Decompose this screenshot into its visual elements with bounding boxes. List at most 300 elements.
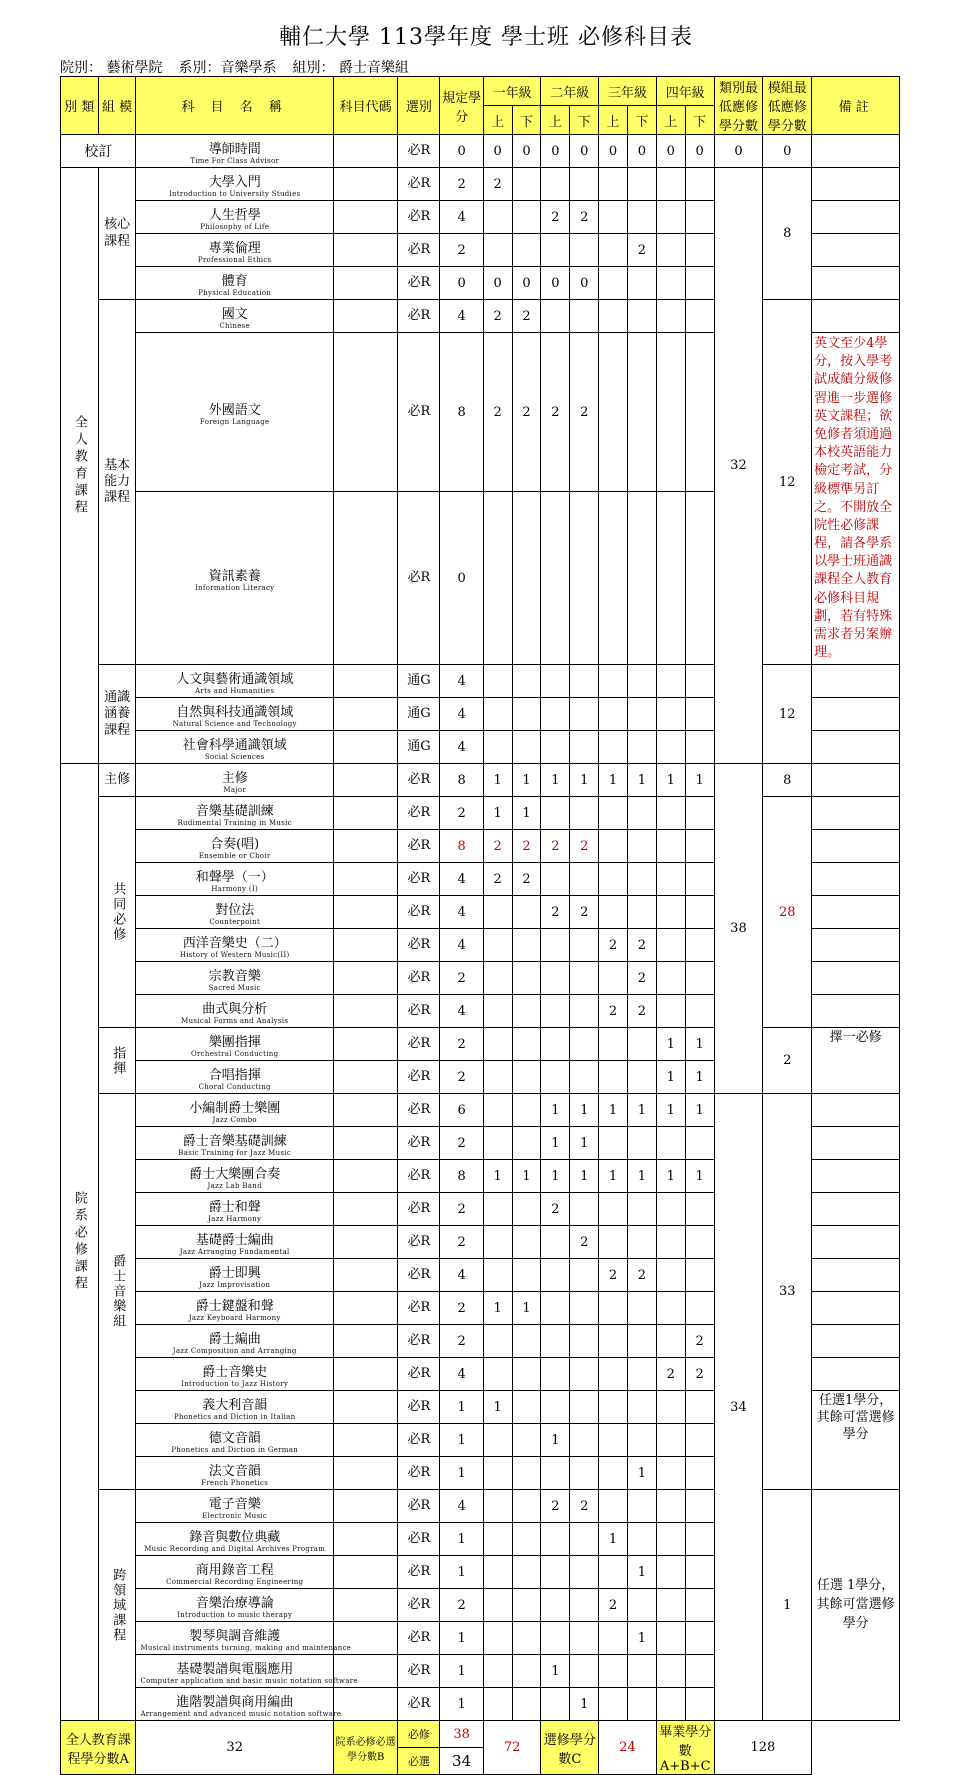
semester-credit [570, 995, 599, 1028]
remarks-cell [812, 731, 900, 764]
semester-credit [541, 1457, 570, 1490]
course-type: 必R [398, 896, 440, 929]
semester-credit [627, 300, 656, 333]
semester-credit [599, 333, 628, 492]
course-name-cell [136, 1160, 334, 1193]
semester-credit: 0 [512, 135, 541, 168]
course-credits: 4 [440, 698, 483, 731]
semester-credit [541, 698, 570, 731]
semester-credit: 1 [599, 1523, 628, 1556]
semester-credit [627, 1292, 656, 1325]
semester-credit [656, 267, 685, 300]
semester-credit: 2 [685, 1358, 714, 1391]
semester-credit: 1 [512, 797, 541, 830]
semester-credit: 0 [599, 135, 628, 168]
course-name-en: Basic Training for Jazz Music [178, 1148, 292, 1157]
course-name-cell [136, 731, 334, 764]
semester-credit [483, 1226, 512, 1259]
course-name-en: Musical Forms and Analysis [181, 1016, 289, 1025]
semester-credit [627, 1226, 656, 1259]
remarks-cell [812, 830, 900, 863]
module-label: 基本能力課程 [98, 300, 136, 665]
semester-credit [685, 1622, 714, 1655]
course-name-en: Jazz Arranging Fundamental [179, 1247, 290, 1256]
semester-credit [627, 201, 656, 234]
semester-credit: 1 [627, 1457, 656, 1490]
footer-required-value: 38 [440, 1721, 483, 1748]
semester-credit [541, 1391, 570, 1424]
course-name: 導師時間 [208, 141, 261, 157]
course-name: 國文 [221, 306, 248, 322]
course-name: 電子音樂 [208, 1496, 261, 1512]
course-code [333, 300, 397, 333]
course-name: 曲式與分析 [202, 1001, 268, 1017]
semester-credit [599, 1127, 628, 1160]
semester-credit [685, 1556, 714, 1589]
course-credits: 1 [440, 1391, 483, 1424]
semester-credit: 2 [483, 333, 512, 492]
course-type: 必R [398, 1094, 440, 1127]
semester-credit [685, 267, 714, 300]
semester-credit: 2 [570, 333, 599, 492]
course-type: 必R [398, 962, 440, 995]
semester-credit [685, 1490, 714, 1523]
course-credits: 2 [440, 1226, 483, 1259]
course-name-cell [136, 135, 334, 168]
semester-credit [570, 234, 599, 267]
semester-credit [599, 1358, 628, 1391]
semester-credit [656, 234, 685, 267]
course-type: 必R [398, 168, 440, 201]
semester-credit: 1 [483, 1160, 512, 1193]
semester-credit [570, 1457, 599, 1490]
course-credits: 2 [440, 234, 483, 267]
course-name-en: Information Literacy [194, 583, 275, 592]
semester-credit: 1 [541, 764, 570, 797]
semester-credit [570, 1523, 599, 1556]
group-label: 組別： 爵士音樂組 [292, 60, 409, 76]
course-credits: 4 [440, 665, 483, 698]
semester-credit [599, 863, 628, 896]
semester-credit [570, 1325, 599, 1358]
footer-b-total: 72 [483, 1721, 541, 1775]
header-semester-2: 下 [685, 106, 714, 135]
semester-credit: 2 [541, 1193, 570, 1226]
semester-credit: 0 [541, 135, 570, 168]
course-name-en: Computer application and basic music notation software [140, 1676, 358, 1685]
course-name-en: Arrangement and advanced music notation software [140, 1709, 342, 1718]
course-name-cell [136, 1556, 334, 1589]
course-type: 必R [398, 1688, 440, 1721]
course-name-en: Professional Ethics [197, 255, 272, 264]
remarks-cell [812, 1193, 900, 1226]
semester-credit: 1 [570, 1094, 599, 1127]
course-credits: 2 [440, 1325, 483, 1358]
semester-credit [599, 300, 628, 333]
semester-credit: 2 [483, 300, 512, 333]
remarks-cell [812, 201, 900, 234]
semester-credit [483, 1589, 512, 1622]
course-credits: 2 [440, 1028, 483, 1061]
semester-credit [656, 1655, 685, 1688]
semester-credit [541, 1292, 570, 1325]
semester-credit [541, 1523, 570, 1556]
semester-credit [599, 1490, 628, 1523]
semester-credit [685, 234, 714, 267]
course-name: 音樂基礎訓練 [195, 803, 274, 819]
revision-label: 校訂 [61, 135, 136, 168]
semester-credit [685, 492, 714, 665]
course-type: 必R [398, 1127, 440, 1160]
semester-credit [685, 1391, 714, 1424]
semester-credit [570, 1259, 599, 1292]
course-credits: 2 [440, 1292, 483, 1325]
course-name: 宗教音樂 [208, 968, 261, 984]
semester-credit [541, 1358, 570, 1391]
semester-credit: 1 [627, 1094, 656, 1127]
course-name: 體育 [221, 273, 248, 289]
semester-credit [599, 267, 628, 300]
course-name: 小編制爵士樂團 [189, 1100, 281, 1116]
semester-credit: 1 [512, 764, 541, 797]
course-type: 必R [398, 863, 440, 896]
semester-credit [541, 962, 570, 995]
course-name: 商用錄音工程 [195, 1562, 274, 1578]
course-name: 爵士即興 [208, 1265, 261, 1281]
course-credits: 4 [440, 731, 483, 764]
course-credits: 1 [440, 1688, 483, 1721]
semester-credit [541, 234, 570, 267]
semester-credit [570, 1391, 599, 1424]
course-credits: 4 [440, 929, 483, 962]
semester-credit [512, 1127, 541, 1160]
semester-credit [483, 995, 512, 1028]
semester-credit [627, 1424, 656, 1457]
course-type: 必R [398, 201, 440, 234]
semester-credit [512, 698, 541, 731]
course-name: 社會科學通識領域 [182, 737, 287, 753]
remarks-cell [812, 267, 900, 300]
course-code [333, 797, 397, 830]
course-code [333, 1391, 397, 1424]
revision-row [61, 135, 900, 168]
course-name-cell [136, 995, 334, 1028]
remarks-cell [812, 300, 900, 333]
semester-credit [685, 665, 714, 698]
course-name-cell [136, 1292, 334, 1325]
course-name-cell [136, 929, 334, 962]
semester-credit [570, 665, 599, 698]
course-type: 必R [398, 300, 440, 333]
module-label: 主修 [98, 764, 136, 797]
course-name-en: Jazz Harmony [208, 1214, 262, 1223]
semester-credit: 2 [599, 995, 628, 1028]
course-credits: 4 [440, 1490, 483, 1523]
course-row [61, 764, 900, 797]
course-name: 音樂治療導論 [195, 1595, 274, 1611]
course-name-cell [136, 168, 334, 201]
semester-credit [512, 1655, 541, 1688]
semester-credit [685, 168, 714, 201]
semester-credit [483, 234, 512, 267]
course-name-en: History of Western Music(II) [179, 950, 290, 959]
remarks-cell [812, 764, 900, 797]
course-name-cell [136, 1127, 334, 1160]
course-name-cell [136, 1424, 334, 1457]
header-year: 四年級 [656, 77, 714, 106]
semester-credit [541, 665, 570, 698]
semester-credit [656, 201, 685, 234]
semester-credit [483, 1424, 512, 1457]
semester-credit [512, 929, 541, 962]
course-type: 必R [398, 267, 440, 300]
course-type: 必R [398, 135, 440, 168]
semester-credit [483, 1094, 512, 1127]
remarks-cell [812, 1325, 900, 1358]
semester-credit [570, 1358, 599, 1391]
course-name: 專業倫理 [208, 240, 261, 256]
module-label: 共同必修 [98, 797, 136, 1028]
semester-credit: 1 [541, 1424, 570, 1457]
course-credits: 8 [440, 333, 483, 492]
footer-a-label: 全人教育課程學分數A [61, 1721, 136, 1775]
course-credits: 8 [440, 764, 483, 797]
semester-credit [483, 1655, 512, 1688]
semester-credit: 1 [483, 1391, 512, 1424]
course-credits: 1 [440, 1457, 483, 1490]
semester-credit [483, 1259, 512, 1292]
remarks-cell [812, 698, 900, 731]
course-type: 必R [398, 995, 440, 1028]
semester-credit: 1 [483, 764, 512, 797]
semester-credit [512, 962, 541, 995]
semester-credit: 1 [685, 1094, 714, 1127]
course-name: 人生哲學 [208, 207, 261, 223]
semester-credit [627, 492, 656, 665]
semester-credit [656, 1424, 685, 1457]
semester-credit: 1 [627, 764, 656, 797]
semester-credit: 0 [541, 267, 570, 300]
semester-credit: 1 [483, 797, 512, 830]
course-name-en: Introduction to University Studies [168, 189, 301, 198]
course-code [333, 168, 397, 201]
semester-credit: 2 [483, 863, 512, 896]
semester-credit: 1 [656, 1094, 685, 1127]
course-code [333, 665, 397, 698]
course-type: 必R [398, 1193, 440, 1226]
footer-c-value: 24 [599, 1721, 657, 1775]
course-name-en: Introduction to music therapy [177, 1610, 293, 1619]
semester-credit [570, 1424, 599, 1457]
header-year: 二年級 [541, 77, 599, 106]
semester-credit [656, 896, 685, 929]
semester-credit [541, 1556, 570, 1589]
semester-credit [570, 1292, 599, 1325]
course-type: 必R [398, 1424, 440, 1457]
course-type: 必R [398, 1325, 440, 1358]
course-row [61, 300, 900, 333]
semester-credit [483, 1028, 512, 1061]
semester-credit [627, 1325, 656, 1358]
semester-credit [512, 731, 541, 764]
semester-credit [512, 1622, 541, 1655]
header-year: 一年級 [483, 77, 541, 106]
semester-credit [570, 300, 599, 333]
semester-credit [599, 731, 628, 764]
section-label: 院系必修課程 [61, 764, 99, 1721]
semester-credit [656, 665, 685, 698]
semester-credit [627, 731, 656, 764]
course-code [333, 1226, 397, 1259]
semester-credit: 1 [483, 1292, 512, 1325]
footer-total-label: 畢業學分數A+B+C [656, 1721, 714, 1775]
semester-credit: 1 [685, 764, 714, 797]
course-name: 爵士音樂史 [202, 1364, 268, 1380]
course-name-cell [136, 1490, 334, 1523]
course-name-en: Sacred Music [208, 983, 261, 992]
course-type: 必R [398, 1061, 440, 1094]
semester-credit [512, 201, 541, 234]
course-credits: 8 [440, 830, 483, 863]
course-name-en: Social Sciences [204, 752, 265, 761]
course-credits: 2 [440, 1589, 483, 1622]
course-name-cell [136, 300, 334, 333]
remarks-cell [812, 929, 900, 962]
course-name: 合唱指揮 [208, 1067, 261, 1083]
header-semester-2: 下 [627, 106, 656, 135]
semester-credit [541, 300, 570, 333]
semester-credit [656, 1556, 685, 1589]
semester-credit [512, 1556, 541, 1589]
course-credits: 6 [440, 1094, 483, 1127]
course-type: 通G [398, 698, 440, 731]
course-type: 必R [398, 1622, 440, 1655]
semester-credit [656, 1523, 685, 1556]
semester-credit [685, 1688, 714, 1721]
semester-credit [483, 1061, 512, 1094]
semester-credit [512, 1028, 541, 1061]
course-name-cell [136, 1622, 352, 1655]
course-name-cell [136, 863, 334, 896]
footer-a-value: 32 [136, 1721, 334, 1775]
semester-credit: 2 [627, 234, 656, 267]
remarks-cell [812, 1259, 900, 1292]
semester-credit [599, 962, 628, 995]
semester-credit [512, 1094, 541, 1127]
course-credits: 4 [440, 995, 483, 1028]
course-name-en: Counterpoint [209, 917, 261, 926]
document-title: 輔仁大學 113學年度 學士班 必修科目表 [279, 25, 693, 50]
course-name-cell [136, 1226, 334, 1259]
semester-credit: 2 [570, 1490, 599, 1523]
course-type: 必R [398, 333, 440, 492]
semester-credit [656, 1490, 685, 1523]
semester-credit [599, 896, 628, 929]
semester-credit [599, 1292, 628, 1325]
remarks-cell [812, 1127, 900, 1160]
semester-credit: 1 [685, 1061, 714, 1094]
course-code [333, 995, 397, 1028]
section-label: 全人教育課程 [61, 168, 99, 764]
semester-credit [685, 201, 714, 234]
semester-credit [627, 698, 656, 731]
course-name-cell [136, 1358, 334, 1391]
semester-credit [541, 1061, 570, 1094]
semester-credit [512, 1424, 541, 1457]
course-row [61, 797, 900, 830]
course-row [61, 1094, 900, 1127]
course-code [333, 1094, 397, 1127]
semester-credit [685, 300, 714, 333]
semester-credit [685, 863, 714, 896]
course-code [333, 1424, 397, 1457]
course-name: 進階製譜與商用編曲 [176, 1694, 294, 1710]
course-code [333, 492, 397, 665]
semester-credit [512, 1061, 541, 1094]
semester-credit [512, 234, 541, 267]
semester-credit [599, 1193, 628, 1226]
required-courses-table [60, 76, 900, 1775]
course-name-en: Jazz Lab Band [207, 1181, 262, 1190]
semester-credit: 1 [570, 1127, 599, 1160]
semester-credit [483, 665, 512, 698]
footer-total-value: 128 [714, 1721, 812, 1775]
semester-credit: 1 [656, 764, 685, 797]
course-type: 必R [398, 1259, 440, 1292]
semester-credit [570, 1622, 599, 1655]
course-type: 必R [398, 1655, 440, 1688]
course-name-en: Phonetics and Diction in Italian [173, 1412, 296, 1421]
course-credits: 0 [440, 135, 483, 168]
footer-row [61, 1721, 900, 1748]
semester-credit: 2 [541, 896, 570, 929]
module-min-cell: 8 [763, 168, 812, 300]
semester-credit: 2 [541, 1490, 570, 1523]
header-semester-1: 上 [599, 106, 628, 135]
module-min-cell: 1 [763, 1490, 812, 1721]
course-credits: 4 [440, 1358, 483, 1391]
semester-credit [599, 1028, 628, 1061]
course-credits: 2 [440, 1061, 483, 1094]
semester-credit [599, 830, 628, 863]
semester-credit: 2 [541, 830, 570, 863]
course-name-cell [136, 764, 334, 797]
course-code [333, 1589, 397, 1622]
course-type: 必R [398, 1028, 440, 1061]
course-name-en: Natural Science and Technology [172, 719, 297, 728]
semester-credit [512, 168, 541, 201]
course-type: 必R [398, 929, 440, 962]
course-name-en: Introduction to Jazz History [181, 1379, 289, 1388]
semester-credit [512, 1589, 541, 1622]
course-code [333, 1160, 397, 1193]
semester-credit [656, 1259, 685, 1292]
semester-credit [570, 492, 599, 665]
remarks-cell [812, 1226, 900, 1259]
semester-credit [656, 830, 685, 863]
semester-credit [570, 1061, 599, 1094]
semester-credit [512, 896, 541, 929]
semester-credit [483, 201, 512, 234]
course-credits: 0 [440, 492, 483, 665]
course-name: 法文音韻 [208, 1463, 261, 1479]
course-code [333, 731, 397, 764]
semester-credit [656, 995, 685, 1028]
remarks-cell [812, 1094, 900, 1127]
semester-credit [599, 1655, 628, 1688]
semester-credit [627, 1688, 656, 1721]
footer-selective-value: 34 [440, 1748, 483, 1775]
